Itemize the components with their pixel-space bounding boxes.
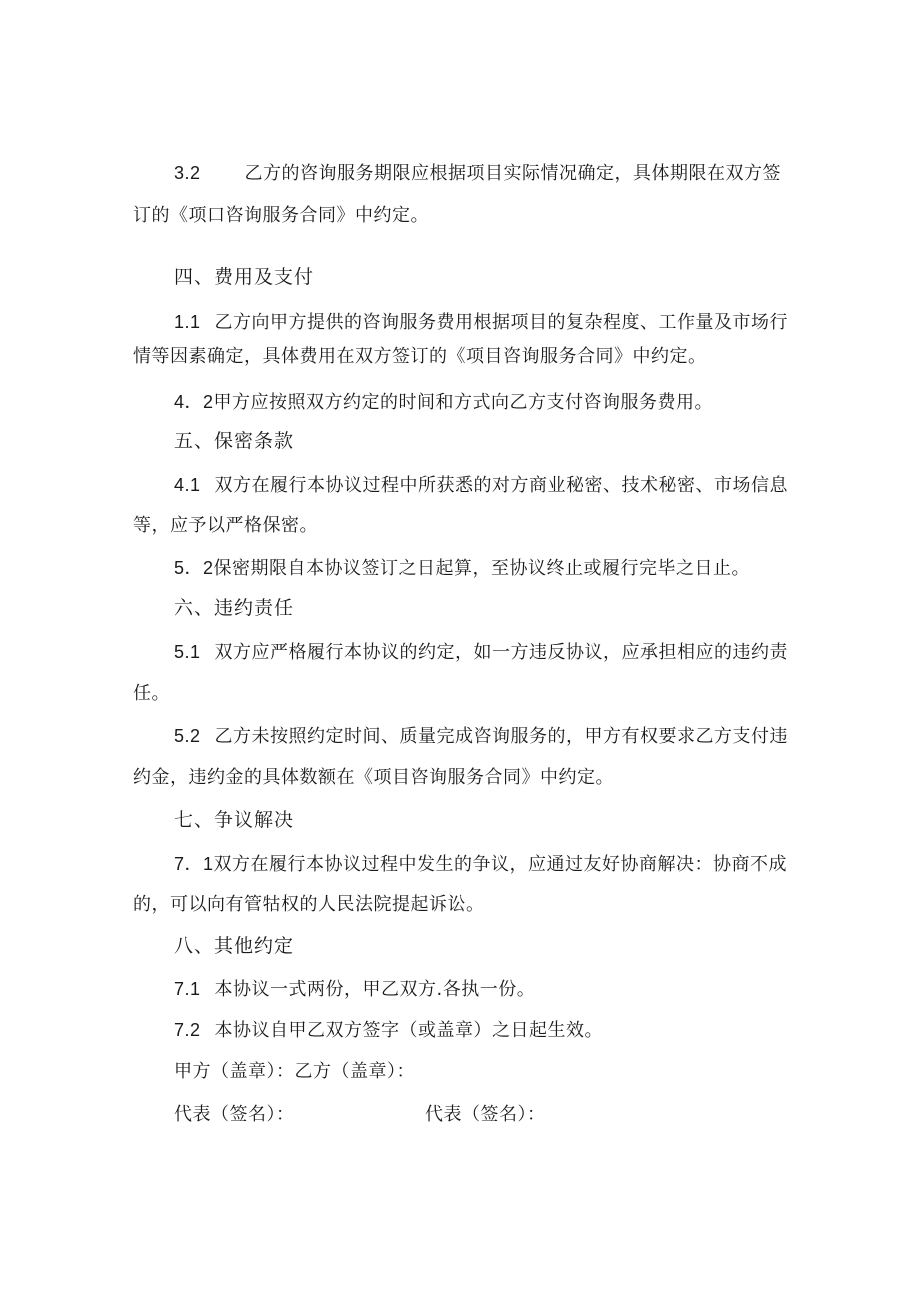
clause-number: 1.1 [174, 312, 201, 332]
clause-1-1-line-1 [174, 310, 788, 335]
clause-number: 5.2 [174, 726, 201, 746]
clause-number: 5．2 [174, 558, 214, 578]
clause-text: 甲方应按照双方约定的时间和方式向乙方支付咨询服务费用。 [213, 392, 714, 413]
clause-7-1b-line-1 [174, 977, 535, 1002]
clause-text: 本协议自甲乙双方签字（或盖章）之日起生效。 [214, 1020, 604, 1041]
clause-3-2-line-2: 订的《项口咨询服务合同》中约定。 [133, 205, 429, 226]
party-b-representative: 代表（签名）： [425, 1104, 546, 1125]
clause-1-1-line-2: 情等因素确定，具体费用在双方签订的《项目咨询服务合同》中约定。 [133, 346, 707, 367]
clause-4-1-line-2: 等，应予以严格保密。 [133, 515, 318, 536]
clause-number: 7．1 [174, 854, 214, 874]
clause-4-1-line-1 [174, 473, 788, 498]
section-heading-6: 六、违约责任 [174, 597, 295, 619]
clause-text: 乙方向甲方提供的咨询服务费用根据项目的复杂程度、工作量及市场行 [214, 312, 789, 333]
clause-number: 7.1 [174, 979, 201, 999]
clause-text: 乙方未按照约定时间、质量完成咨询服务的，甲方有权要求乙方支付违 [214, 726, 789, 747]
clause-5-1-line-1 [174, 640, 788, 665]
clause-5-1-line-2: 任。 [133, 683, 170, 704]
section-heading-4: 四、费用及支付 [174, 266, 315, 288]
clause-7-2-line-1 [174, 1018, 603, 1043]
clause-number: 3.2 [174, 163, 201, 183]
clause-text: 双方应严格履行本协议的约定，如一方违反协议，应承担相应的违约责 [214, 642, 789, 663]
clause-number: 7.2 [174, 1020, 201, 1040]
clause-text: 双方在履行本协议过程中所获悉的对方商业秘密、技术秘密、市场信息 [214, 475, 789, 496]
clause-text: 双方在履行本协议过程中发生的争议，应通过友好协商解决：协商不成 [213, 854, 788, 875]
party-a-representative: 代表（签名）： [174, 1104, 295, 1125]
clause-text: 本协议一式两份，甲乙双方.各执一份。 [214, 979, 536, 1000]
clause-3-2-line-1 [174, 161, 781, 186]
clause-text: 乙方的咨询服务期限应根据项目实际情况确定，具体期限在双方签 [244, 163, 782, 184]
section-heading-8: 八、其他约定 [174, 935, 295, 957]
clause-number: 4．2 [174, 392, 214, 412]
clause-7-1-line-2: 的，可以向有管牯权的人民法院提起诉讼。 [133, 894, 485, 915]
seal-line: 甲方（盖章）：乙方（盖章）： [174, 1061, 415, 1082]
clause-4-2-line-1 [174, 390, 713, 415]
section-heading-7: 七、争议解决 [174, 809, 295, 831]
clause-text: 保密期限自本协议签订之日起算，至协议终止或履行完毕之日止。 [213, 558, 751, 579]
clause-7-1-line-1 [174, 852, 787, 877]
clause-number: 5.1 [174, 642, 201, 662]
clause-5-2b-line-1 [174, 724, 788, 749]
clause-5-2b-line-2: 约金，违约金的具体数额在《项目咨询服务合同》中约定。 [133, 767, 614, 788]
clause-number: 4.1 [174, 475, 201, 495]
section-heading-5: 五、保密条款 [174, 430, 295, 452]
clause-5-2-line-1 [174, 556, 750, 581]
